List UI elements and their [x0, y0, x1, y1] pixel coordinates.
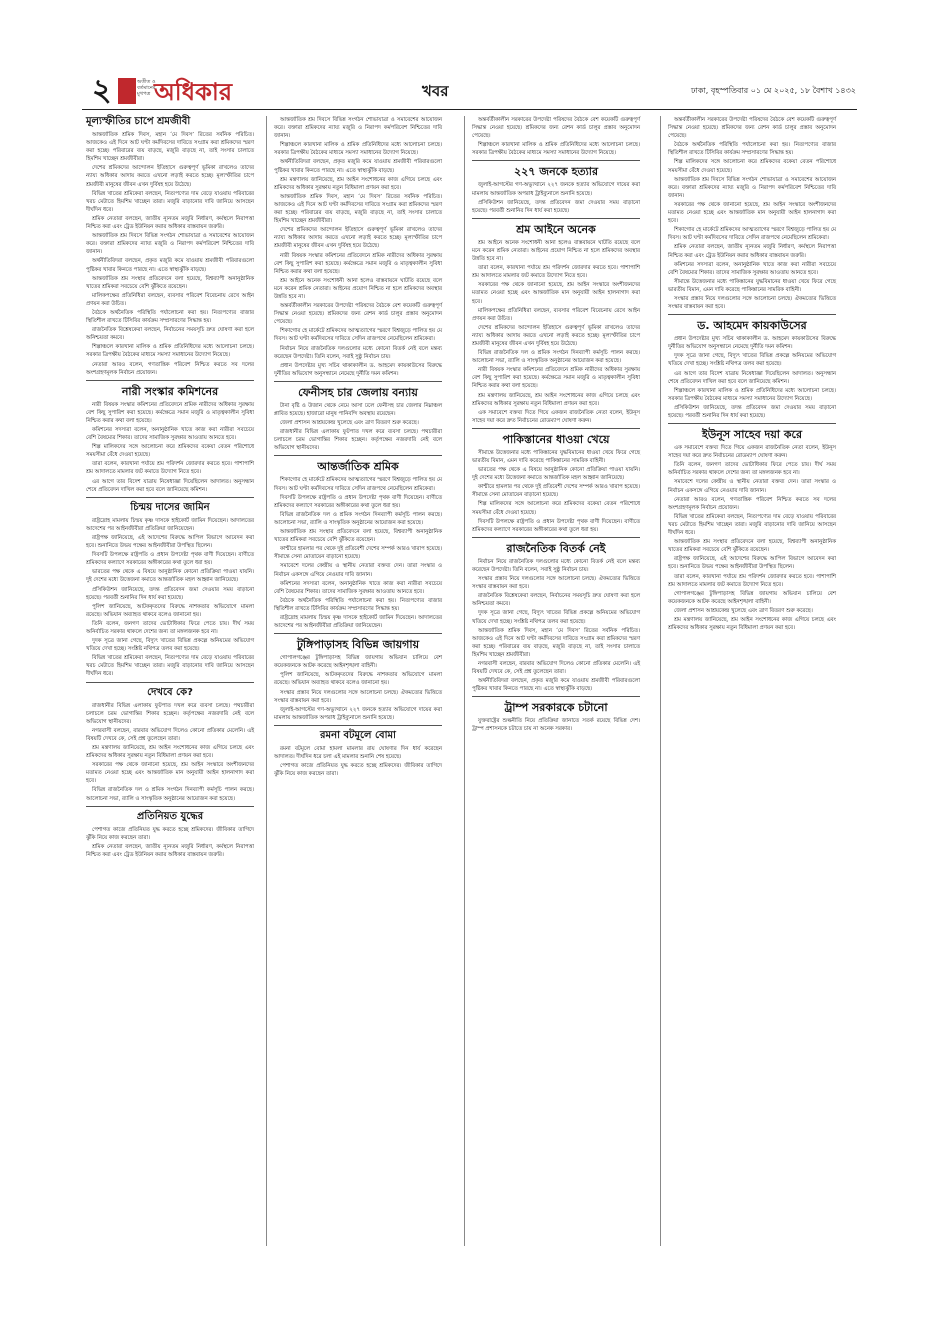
paragraph: শিল্প মালিকদের সঙ্গে আলোচনা করে শ্রমিকদের বকেয়া বেতন পরিশোধে সময়সীমা বেঁধে দেওয়া হয়েছে।: [86, 444, 254, 459]
paragraph: পেশাগত কাজে প্রতিনিয়ত যুদ্ধ করতে হচ্ছে শ্রমিকদের। জীবিকার তাগিদে ঝুঁকি নিয়ে কাজ করছেন তারা।: [86, 826, 254, 841]
paragraph: কমিশনের সদস্যরা বলেন, অনানুষ্ঠানিক খাতে কাজ করা নারীরা সবচেয়ে বেশি বৈষম্যের শিকার। তাদের সামাজিক সুরক্ষার আওতায় আনতে হবে।: [668, 261, 836, 276]
paragraph: ভারতের পক্ষ থেকে এ বিষয়ে আনুষ্ঠানিক কোনো প্রতিক্রিয়া পাওয়া যায়নি। দুই দেশের মধ্যে উত্তেজনা কমাতে আন্তর্জাতিক মহল আহ্বান জানিয়েছে।: [86, 569, 254, 584]
paragraph: নগরবাসী বলছেন, বারবার অভিযোগ দিলেও কোনো প্রতিকার মেলেনি। এই বিষয়টি দেখবে কে, সেই প্রশ্ন তুলেছেন তারা।: [86, 727, 254, 742]
paragraph: সংস্কার প্রস্তাব নিয়ে দলগুলোর সঙ্গে আলোচনা চলছে। ঐকমত্যের ভিত্তিতে সংস্কার বাস্তবায়ন করা হবে।: [472, 576, 640, 591]
paragraph: শিকাগোর হে মার্কেটে শ্রমিকদের আত্মত্যাগের স্মরণে বিশ্বজুড়ে পালিত হয় মে দিবস। আট ঘণ্টা কর্মদিবসের দাবিতে সেদিন রাজপথে নেমেছিলেন শ্রমিকেরা।: [668, 227, 836, 242]
paragraph: আন্তর্জাতিক শ্রম সংস্থার প্রতিবেদনে বলা হয়েছে, বিশ্বব্যাপী অনানুষ্ঠানিক খাতের শ্রমিকরা সবচেয়ে বেশি ঝুঁকিতে রয়েছেন।: [86, 275, 254, 290]
article-divider: [472, 218, 640, 219]
headline-bail: চিন্ময় দাসের জামিন: [130, 501, 210, 513]
paragraph: কাশ্মীরে হামলার পর থেকে দুই প্রতিবেশী দেশের সম্পর্ক আরও খারাপ হয়েছে। সীমান্তে সেনা মোতায়েন বাড়ানো হয়েছে।: [472, 484, 640, 499]
paragraph: শ্রম আইনে অনেক সংশোধনী আনা হলেও বাস্তবায়নে ঘাটতি রয়েছে বলে মনে করেন শ্রমিক নেতারা। আইনের প্রয়োগ নিশ্চিত না হলে শ্রমিকদের অবস্থার উন্নতি হবে না।: [274, 277, 442, 300]
paragraph: শিল্প মালিকদের সঙ্গে আলোচনা করে শ্রমিকদের বকেয়া বেতন পরিশোধে সময়সীমা বেঁধে দেওয়া হয়েছে।: [472, 501, 640, 516]
paragraph: প্রসিকিউশন জানিয়েছে, তদন্ত প্রতিবেদন জমা দেওয়ার সময় বাড়ানো হয়েছে। পরবর্তী শুনানির দিন ধার্য করা হয়েছে।: [472, 199, 640, 214]
paragraph: শিল্পাঞ্চলে কারখানা মালিক ও শ্রমিক প্রতিনিধিদের মধ্যে আলোচনা চলছে। সরকার ত্রিপক্ষীয় বৈঠকের মাধ্যমে সমস্যা সমাধানের উদ্যোগ নিয়েছে।: [274, 142, 442, 157]
paragraph: পুলিশ জানিয়েছে, আটককৃতদের বিরুদ্ধে নাশকতার অভিযোগে মামলা রয়েছে। অভিযান অব্যাহত থাকবে বলেও জানানো হয়।: [274, 672, 442, 687]
paragraph: রাজনৈতিক বিশ্লেষকেরা বলছেন, নির্বাচনের সময়সূচি দ্রুত ঘোষণা করা হলে অনিশ্চয়তা কমবে।: [472, 593, 640, 608]
headline-pakistan: পাকিস্তানের ধাওয়া খেয়ে: [502, 432, 610, 446]
paragraph: দিবসটি উপলক্ষে রাষ্ট্রপতি ও প্রধান উপদেষ্টা পৃথক বাণী দিয়েছেন। বাণীতে শ্রমিকদের কল্যাণে সরকারের অঙ্গীকারের কথা তুলে ধরা হয়।: [472, 518, 640, 533]
paragraph: এক সমাবেশে বক্তব্য দিতে গিয়ে একজন রাজনৈতিক নেতা বলেন, ইউনূস সাহেব দয়া করে দ্রুত নির্বাচনের রোডম্যাপ ঘোষণা করুন।: [668, 445, 836, 460]
headline-fight: প্রতিনিয়ত যুদ্ধের: [136, 810, 204, 822]
paragraph: জুলাই-আগস্টের গণ-অভ্যুত্থানে ২২৭ জনকে হত্যার অভিযোগে দায়ের করা মামলায় আন্তর্জাতিক অপরাধ ট্রাইব্যুনালে শুনানি হয়েছে।: [274, 706, 442, 721]
logo-red-tag: [118, 78, 136, 104]
headline-politics: রাজনৈতিক বিতর্ক নেই: [506, 541, 606, 555]
paragraph: আন্তর্জাতিক শ্রমিক দিবস, মহান ‘মে দিবস’ রিতের সর্বনিক পরিচিত। আজকেও এই দিনে আট ঘণ্টা কর্মদিবসের দাবিতে সংগ্রাম করা শ্রমিকদের স্মরণ করা হচ্ছে। পরিবারের ব্যয় বাড়ছে, মজুরি বাড়ছে না, তাই সংসার চালাতে হিমশিম খাচ্ছেন শ্রমজীবীরা।: [274, 193, 442, 225]
article-divider: [86, 497, 254, 498]
article-divider: [472, 537, 640, 538]
paragraph: বিভিন্ন রাজনৈতিক দল ও শ্রমিক সংগঠন দিনব্যাপী কর্মসূচি পালন করছে। আলোচনা সভা, র‍্যালি ও সাংস্কৃতিক অনুষ্ঠানের আয়োজন করা হয়েছে।: [472, 350, 640, 365]
paragraph: দিবসটি উপলক্ষে রাষ্ট্রপতি ও প্রধান উপদেষ্টা পৃথক বাণী দিয়েছেন। বাণীতে শ্রমিকদের কল্যাণে সরকারের অঙ্গীকারের কথা তুলে ধরা হয়।: [274, 494, 442, 509]
logo-tagline: অতীত ও বর্তমানের মুখপত্র: [137, 79, 156, 97]
headline-tungipara: টুঙ্গিপাড়াসহ বিভিন্ন জায়গায়: [296, 638, 420, 652]
headline-flood: ফেনীসহ চার জেলায় বন্যায়: [298, 385, 418, 399]
column-divider: [464, 116, 465, 1246]
headline-yunus: ইউনূস সাহেব দয়া করে: [701, 428, 802, 442]
column-3: [472, 116, 640, 735]
paragraph: আন্তর্জাতিক শ্রম সংস্থার প্রতিবেদনে বলা হয়েছে, বিশ্বব্যাপী অনানুষ্ঠানিক খাতের শ্রমিকরা সবচেয়ে বেশি ঝুঁকিতে রয়েছেন।: [274, 529, 442, 544]
paragraph: সমাবেশে দলের কেন্দ্রীয় ও স্থানীয় নেতারা বক্তব্য দেন। তারা সংস্কার ও নির্বাচন একসঙ্গে এগিয়ে নেওয়ার দাবি জানান।: [274, 563, 442, 578]
paragraph: সংস্কার প্রস্তাব নিয়ে দলগুলোর সঙ্গে আলোচনা চলছে। ঐকমত্যের ভিত্তিতে সংস্কার বাস্তবায়ন করা হবে।: [668, 295, 836, 311]
paragraph: শিল্পাঞ্চলে কারখানা মালিক ও শ্রমিক প্রতিনিধিদের মধ্যে আলোচনা চলছে। সরকার ত্রিপক্ষীয় বৈঠকের মাধ্যমে সমস্যা সমাধানের উদ্যোগ নিয়েছে।: [472, 142, 640, 157]
paragraph: আন্তর্জাতিক শ্রম দিবসে বিভিন্ন সংগঠন শোভাযাত্রা ও সমাবেশের আয়োজন করে। বক্তারা শ্রমিকদের ন্যায্য মজুরি ও নিরাপদ কর্মপরিবেশ নিশ্চিতের দাবি জানান।: [86, 233, 254, 256]
article-divider: [86, 380, 254, 381]
paragraph: প্রসিকিউশন জানিয়েছে, তদন্ত প্রতিবেদন জমা দেওয়ার সময় বাড়ানো হয়েছে। পরবর্তী শুনানির দিন ধার্য করা হয়েছে।: [668, 404, 836, 419]
paragraph: পুলিশ জানিয়েছে, আটককৃতদের বিরুদ্ধে নাশকতার অভিযোগে মামলা রয়েছে। অভিযান অব্যাহত থাকবে বলেও জানানো হয়।: [86, 603, 254, 618]
paragraph: শিকাগোর হে মার্কেটে শ্রমিকদের আত্মত্যাগের স্মরণে বিশ্বজুড়ে পালিত হয় মে দিবস। আট ঘণ্টা কর্মদিবসের দাবিতে সেদিন রাজপথে নেমেছিলেন শ্রমিকেরা।: [274, 328, 442, 343]
paragraph: বৈঠকে অর্থনৈতিক পরিস্থিতি পর্যালোচনা করা হয়। নিত্যপণ্যের বাজার স্থিতিশীল রাখতে টিসিবির কার্যক্রম সম্প্রসারণের সিদ্ধান্ত হয়।: [86, 309, 254, 325]
article-divider: [86, 682, 254, 683]
paragraph: শ্রম মন্ত্রণালয় জানিয়েছে, শ্রম আইন সংশোধনের কাজ এগিয়ে চলছে এবং শ্রমিকদের অধিকার সুরক্ষায় নতুন বিধিমালা প্রণয়ন করা হবে।: [274, 176, 442, 191]
paragraph: টানা বৃষ্টি ও উজান থেকে নেমে আসা ঢলে ফেনীসহ চার জেলার নিম্নাঞ্চল প্লাবিত হয়েছে। হাজারো মানুষ পানিবন্দি অবস্থায় রয়েছেন।: [274, 402, 442, 417]
paragraph: দুদক সূত্রে জানা গেছে, বিদ্যুৎ খাতের বিভিন্ন প্রকল্পে অনিয়মের অভিযোগ খতিয়ে দেখা হচ্ছে। সংশ্লিষ্ট নথিপত্র তলব করা হয়েছে।: [668, 353, 836, 368]
article-divider: [472, 428, 640, 429]
paragraph: সীমান্তে উত্তেজনার মধ্যে পাকিস্তানের যুদ্ধবিমানের ধাওয়া খেয়ে ফিরে গেছে ভারতীয় বিমান, এমন দাবি করেছে পাকিস্তানের সামরিক বাহিনী।: [668, 278, 836, 293]
paragraph: এর আগে তার বিদেশ যাত্রায় নিষেধাজ্ঞা দিয়েছিলেন আদালত। অনুসন্ধান শেষে প্রতিবেদন দাখিল করা হবে বলে জানিয়েছে কমিশন।: [668, 370, 836, 385]
paragraph: তারা বলেন, কারখানা পর্যায়ে শ্রম পরিদর্শন জোরদার করতে হবে। পাশাপাশি শ্রম আদালতে মামলার জট কমাতে উদ্যোগ নিতে হবে।: [472, 265, 640, 280]
column-divider: [660, 116, 661, 1246]
paragraph: বৈঠকে অর্থনৈতিক পরিস্থিতি পর্যালোচনা করা হয়। নিত্যপণ্যের বাজার স্থিতিশীল রাখতে টিসিবির কার্যক্রম সম্প্রসারণের সিদ্ধান্ত হয়।: [668, 142, 836, 157]
headline-intl: আন্তর্জাতিক শ্রমিক: [317, 460, 399, 474]
article-divider: [274, 633, 442, 634]
paragraph: বিভিন্ন খাতের শ্রমিকেরা বলছেন, নিত্যপণ্যের দাম বেড়ে যাওয়ায় পরিবারের খরচ মেটাতে হিমশিম খাচ্ছেন তারা। মজুরি বাড়ানোর দাবি জানিয়ে আসছেন দীর্ঘদিন ধরে।: [86, 655, 254, 678]
paragraph: তিনি বলেন, জনগণ তাদের ভোটাধিকার ফিরে পেতে চায়। দীর্ঘ সময় অনির্বাচিত সরকার থাকলে দেশের জন্য তা মঙ্গলজনক হবে না।: [86, 620, 254, 635]
masthead-divider: [82, 109, 857, 110]
paragraph: শিল্পাঞ্চলে কারখানা মালিক ও শ্রমিক প্রতিনিধিদের মধ্যে আলোচনা চলছে। সরকার ত্রিপক্ষীয় বৈঠকের মাধ্যমে সমস্যা সমাধানের উদ্যোগ নিয়েছে।: [668, 387, 836, 402]
paragraph: নারী বিষয়ক সংস্কার কমিশনের প্রতিবেদনে শ্রমিক নারীদের অধিকার সুরক্ষায় বেশ কিছু সুপারিশ করা হয়েছে। কর্মক্ষেত্রে সমান মজুরি ও মাতৃত্বকালীন সুবিধা নিশ্চিত করার কথা বলা হয়েছে।: [86, 401, 254, 424]
paragraph: রাজনৈতিক বিশ্লেষকেরা বলছেন, নির্বাচনের সময়সূচি দ্রুত ঘোষণা করা হলে অনিশ্চয়তা কমবে।: [86, 327, 254, 342]
column-2: [274, 116, 442, 779]
headline-reform: নারী সংস্কার কমিশনের: [121, 384, 219, 398]
paragraph: শিকাগোর হে মার্কেটে শ্রমিকদের আত্মত্যাগের স্মরণে বিশ্বজুড়ে পালিত হয় মে দিবস। আট ঘণ্টা কর্মদিবসের দাবিতে সেদিন রাজপথে নেমেছিলেন শ্রমিকেরা।: [274, 477, 442, 492]
logo-wordmark: অধিকার: [154, 78, 233, 106]
page-number: ২: [92, 73, 112, 108]
headline-whosee: দেখবে কে?: [147, 686, 193, 698]
article-divider: [472, 160, 640, 161]
paragraph: দিবসটি উপলক্ষে রাষ্ট্রপতি ও প্রধান উপদেষ্টা পৃথক বাণী দিয়েছেন। বাণীতে শ্রমিকদের কল্যাণে সরকারের অঙ্গীকারের কথা তুলে ধরা হয়।: [86, 552, 254, 567]
paragraph: কমিশনের সদস্যরা বলেন, অনানুষ্ঠানিক খাতে কাজ করা নারীরা সবচেয়ে বেশি বৈষম্যের শিকার। তাদের সামাজিক সুরক্ষার আওতায় আনতে হবে।: [86, 427, 254, 442]
paragraph: অর্থনীতিবিদরা বলছেন, প্রকৃত মজুরি কমে যাওয়ায় শ্রমজীবী পরিবারগুলো পুষ্টিকর খাবার কিনতে পারছে না। এতে স্বাস্থ্যঝুঁকি বাড়ছে।: [86, 258, 254, 273]
column-4: [668, 116, 836, 633]
paragraph: শ্রম মন্ত্রণালয় জানিয়েছে, শ্রম আইন সংশোধনের কাজ এগিয়ে চলছে এবং শ্রমিকদের অধিকার সুরক্ষায় নতুন বিধিমালা প্রণয়ন করা হবে।: [668, 616, 836, 632]
column-divider: [266, 116, 267, 1246]
paragraph: জেলা প্রশাসন আশ্রয়কেন্দ্র খুলেছে এবং ত্রাণ বিতরণ শুরু করেছে।: [674, 607, 813, 614]
paragraph: নগরবাসী বলছেন, বারবার অভিযোগ দিলেও কোনো প্রতিকার মেলেনি। এই বিষয়টি দেখবে কে, সেই প্রশ্ন তুলেছেন তারা।: [472, 660, 640, 676]
paragraph: অন্তর্বর্তীকালীন সরকারের উপদেষ্টা পরিষদের বৈঠকে বেশ কয়েকটি গুরুত্বপূর্ণ সিদ্ধান্ত নেওয়া হয়েছে। শ্রমিকদের জন্য রেশন কার্ড চালুর প্রস্তাব অনুমোদন পেয়েছে।: [274, 303, 442, 326]
article-divider: [274, 455, 442, 456]
article-divider: [668, 423, 836, 424]
paragraph: নির্বাচন নিয়ে রাজনৈতিক দলগুলোর মধ্যে কোনো বিতর্ক নেই বলে মন্তব্য করেছেন উপদেষ্টা। তিনি বলেন, সবাই সুষ্ঠু নির্বাচন চায়।: [472, 558, 640, 573]
paragraph: শ্রম মন্ত্রণালয় জানিয়েছে, শ্রম আইন সংশোধনের কাজ এগিয়ে চলছে এবং শ্রমিকদের অধিকার সুরক্ষায় নতুন বিধিমালা প্রণয়ন করা হবে।: [472, 392, 640, 407]
paragraph: মালিকপক্ষের প্রতিনিধিরা বলছেন, ব্যবসার পরিবেশ বিবেচনায় রেখে আইন প্রণয়ন করা উচিত।: [472, 307, 640, 322]
headline-lawact: শ্রম আইনে অনেক: [516, 222, 596, 236]
paragraph: বিভিন্ন রাজনৈতিক দল ও শ্রমিক সংগঠন দিনব্যাপী কর্মসূচি পালন করছে। আলোচনা সভা, র‍্যালি ও সাংস্কৃতিক অনুষ্ঠানের আয়োজন করা হয়েছে।: [274, 511, 442, 526]
headline-labor: মূল্যস্ফীতির চাপে শ্রমজীবী: [86, 116, 191, 127]
paragraph: প্রসিকিউশন জানিয়েছে, তদন্ত প্রতিবেদন জমা দেওয়ার সময় বাড়ানো হয়েছে। পরবর্তী শুনানির দিন ধার্য করা হয়েছে।: [86, 586, 254, 601]
paragraph: এর আগে তার বিদেশ যাত্রায় নিষেধাজ্ঞা দিয়েছিলেন আদালত। অনুসন্ধান শেষে প্রতিবেদন দাখিল করা হবে বলে জানিয়েছে কমিশন।: [86, 478, 254, 493]
paragraph: নারী বিষয়ক সংস্কার কমিশনের প্রতিবেদনে শ্রমিক নারীদের অধিকার সুরক্ষায় বেশ কিছু সুপারিশ করা হয়েছে। কর্মক্ষেত্রে সমান মজুরি ও মাতৃত্বকালীন সুবিধা নিশ্চিত করার কথা বলা হয়েছে।: [274, 252, 442, 275]
paragraph: পেশাগত কাজে প্রতিনিয়ত যুদ্ধ করতে হচ্ছে শ্রমিকদের। জীবিকার তাগিদে ঝুঁকি নিয়ে কাজ করছেন তারা।: [274, 763, 442, 778]
article-divider: [668, 314, 836, 315]
paragraph: দেশের শ্রমিকদের আন্দোলন ইতিহাসে গুরুত্বপূর্ণ ভূমিকা রাখলেও তাদের ন্যায্য অধিকার আদায় করতে এখনো লড়াই করতে হচ্ছে। মূল্যস্ফীতির চাপে শ্রমজীবী মানুষের জীবন এখন দুর্বিষহ হয়ে উঠেছে।: [86, 165, 254, 188]
paragraph: দেশের শ্রমিকদের আন্দোলন ইতিহাসে গুরুত্বপূর্ণ ভূমিকা রাখলেও তাদের ন্যায্য অধিকার আদায় করতে এখনো লড়াই করতে হচ্ছে। মূল্যস্ফীতির চাপে শ্রমজীবী মানুষের জীবন এখন দুর্বিষহ হয়ে উঠেছে।: [274, 227, 442, 250]
paragraph: শিল্পাঞ্চলে কারখানা মালিক ও শ্রমিক প্রতিনিধিদের মধ্যে আলোচনা চলছে। সরকার ত্রিপক্ষীয় বৈঠকের মাধ্যমে সমস্যা সমাধানের উদ্যোগ নিয়েছে।: [86, 344, 254, 359]
paragraph: বিভিন্ন খাতের শ্রমিকেরা বলছেন, নিত্যপণ্যের দাম বেড়ে যাওয়ায় পরিবারের খরচ মেটাতে হিমশিম খাচ্ছেন তারা। মজুরি বাড়ানোর দাবি জানিয়ে আসছেন দীর্ঘদিন ধরে।: [668, 513, 836, 537]
paragraph: শ্রম আইনে অনেক সংশোধনী আনা হলেও বাস্তবায়নে ঘাটতি রয়েছে বলে মনে করেন শ্রমিক নেতারা। আইনের প্রয়োগ নিশ্চিত না হলে শ্রমিকদের অবস্থার উন্নতি হবে না।: [472, 239, 640, 263]
paragraph: কাশ্মীরে হামলার পর থেকে দুই প্রতিবেশী দেশের সম্পর্ক আরও খারাপ হয়েছে। সীমান্তে সেনা মোতায়েন বাড়ানো হয়েছে।: [274, 546, 442, 561]
paragraph: সরকারের পক্ষ থেকে জানানো হয়েছে, শ্রম আইন সংস্কারে অংশীজনদের মতামত নেওয়া হচ্ছে এবং আন্তর্জাতিক মান অনুযায়ী আইন হালনাগাদ করা হবে।: [86, 762, 254, 785]
newspaper-logo: [118, 76, 233, 106]
paragraph: শ্রমিক নেতারা বলছেন, জাতীয় ন্যূনতম মজুরি নির্ধারণ, কর্মস্থলে নিরাপত্তা নিশ্চিত করা এবং ট্রেড ইউনিয়ন করার অধিকার বাস্তবায়ন জরুরি।: [86, 843, 254, 858]
paragraph: দেশের শ্রমিকদের আন্দোলন ইতিহাসে গুরুত্বপূর্ণ ভূমিকা রাখলেও তাদের ন্যায্য অধিকার আদায় করতে এখনো লড়াই করতে হচ্ছে। মূল্যস্ফীতির চাপে শ্রমজীবী মানুষের জীবন এখন দুর্বিষহ হয়ে উঠেছে।: [472, 324, 640, 347]
paragraph: জেলা প্রশাসন আশ্রয়কেন্দ্র খুলেছে এবং ত্রাণ বিতরণ শুরু করেছে।: [280, 420, 419, 427]
paragraph: রাজধানীর বিভিন্ন এলাকায় ফুটপাত দখল করে ব্যবসা চলছে। পথচারীরা চলাচলে চরম ভোগান্তির শিকার হচ্ছেন। কর্তৃপক্ষের নজরদারি নেই বলে অভিযোগ স্থানীয়দের।: [274, 429, 442, 452]
paragraph: নেতারা আরও বলেন, গণতান্ত্রিক পরিবেশ নিশ্চিত করতে সব দলের অংশগ্রহণমূলক নির্বাচন প্রয়োজন।: [86, 361, 254, 376]
paragraph: রাষ্ট্রদ্রোহ মামলায় চিন্ময় কৃষ্ণ দাসকে হাইকোর্ট জামিন দিয়েছেন। আদালতের আদেশের পর আইনজীবীরা প্রতিক্রিয়া জানিয়েছেন।: [86, 517, 254, 532]
paragraph: গোপালগঞ্জের টুঙ্গিপাড়াসহ বিভিন্ন জায়গায় অভিযান চালিয়ে বেশ কয়েকজনকে আটক করেছে আইনশৃঙ্খলা বাহিনী।: [274, 655, 442, 670]
paragraph: শ্রম মন্ত্রণালয় জানিয়েছে, শ্রম আইন সংশোধনের কাজ এগিয়ে চলছে এবং শ্রমিকদের অধিকার সুরক্ষায় নতুন বিধিমালা প্রণয়ন করা হবে।: [86, 745, 254, 760]
paragraph: সমাবেশে দলের কেন্দ্রীয় ও স্থানীয় নেতারা বক্তব্য দেন। তারা সংস্কার ও নির্বাচন একসঙ্গে এগিয়ে নেওয়ার দাবি জানান।: [668, 479, 836, 494]
paragraph: বৈঠকে অর্থনৈতিক পরিস্থিতি পর্যালোচনা করা হয়। নিত্যপণ্যের বাজার স্থিতিশীল রাখতে টিসিবির কার্যক্রম সম্প্রসারণের সিদ্ধান্ত হয়।: [274, 597, 442, 612]
paragraph: এক সমাবেশে বক্তব্য দিতে গিয়ে একজন রাজনৈতিক নেতা বলেন, ইউনূস সাহেব দয়া করে দ্রুত নির্বাচনের রোডম্যাপ ঘোষণা করুন।: [472, 409, 640, 424]
headline-killing: ২২৭ জনকে হত্যার: [513, 165, 599, 179]
paragraph: সীমান্তে উত্তেজনার মধ্যে পাকিস্তানের যুদ্ধবিমানের ধাওয়া খেয়ে ফিরে গেছে ভারতীয় বিমান, এমন দাবি করেছে পাকিস্তানের সামরিক বাহিনী।: [472, 449, 640, 464]
article-divider: [274, 725, 442, 726]
paragraph: নির্বাচন নিয়ে রাজনৈতিক দলগুলোর মধ্যে কোনো বিতর্ক নেই বলে মন্তব্য করেছেন উপদেষ্টা। তিনি বলেন, সবাই সুষ্ঠু নির্বাচন চায়।: [274, 345, 442, 360]
paragraph: প্রধান উপদেষ্টার মুখ্য সচিব থাকাকালীন ড. আহমেদ কায়কাউসের বিরুদ্ধে দুর্নীতির অভিযোগ অনুসন্ধানে নেমেছে দুর্নীতি দমন কমিশন।: [668, 336, 836, 351]
article-divider: [472, 696, 640, 697]
paragraph: সরকারের পক্ষ থেকে জানানো হয়েছে, শ্রম আইন সংস্কারে অংশীজনদের মতামত নেওয়া হচ্ছে এবং আন্তর্জাতিক মান অনুযায়ী আইন হালনাগাদ করা হবে।: [668, 201, 836, 225]
paragraph: দুদক সূত্রে জানা গেছে, বিদ্যুৎ খাতের বিভিন্ন প্রকল্পে অনিয়মের অভিযোগ খতিয়ে দেখা হচ্ছে। সংশ্লিষ্ট নথিপত্র তলব করা হয়েছে।: [86, 638, 254, 653]
paragraph: অন্তর্বর্তীকালীন সরকারের উপদেষ্টা পরিষদের বৈঠকে বেশ কয়েকটি গুরুত্বপূর্ণ সিদ্ধান্ত নেওয়া হয়েছে। শ্রমিকদের জন্য রেশন কার্ড চালুর প্রস্তাব অনুমোদন পেয়েছে।: [668, 117, 836, 140]
paragraph: ভারতের পক্ষ থেকে এ বিষয়ে আনুষ্ঠানিক কোনো প্রতিক্রিয়া পাওয়া যায়নি। দুই দেশের মধ্যে উত্তেজনা কমাতে আন্তর্জাতিক মহল আহ্বান জানিয়েছে।: [472, 467, 640, 482]
paragraph: অর্থনীতিবিদরা বলছেন, প্রকৃত মজুরি কমে যাওয়ায় শ্রমজীবী পরিবারগুলো পুষ্টিকর খাবার কিনতে পারছে না। এতে স্বাস্থ্যঝুঁকি বাড়ছে।: [274, 159, 442, 174]
paragraph: আন্তর্জাতিক শ্রম দিবসে বিভিন্ন সংগঠন শোভাযাত্রা ও সমাবেশের আয়োজন করে। বক্তারা শ্রমিকদের ন্যায্য মজুরি ও নিরাপদ কর্মপরিবেশ নিশ্চিতের দাবি জানান।: [274, 117, 442, 140]
paragraph: বিভিন্ন খাতের শ্রমিকেরা বলছেন, নিত্যপণ্যের দাম বেড়ে যাওয়ায় পরিবারের খরচ মেটাতে হিমশিম খাচ্ছেন তারা। মজুরি বাড়ানোর দাবি জানিয়ে আসছেন দীর্ঘদিন ধরে।: [86, 190, 254, 213]
paragraph: শ্রমিক নেতারা বলছেন, জাতীয় ন্যূনতম মজুরি নির্ধারণ, কর্মস্থলে নিরাপত্তা নিশ্চিত করা এবং ট্রেড ইউনিয়ন করার অধিকার বাস্তবায়ন জরুরি।: [668, 244, 836, 259]
paragraph: অন্তর্বর্তীকালীন সরকারের উপদেষ্টা পরিষদের বৈঠকে বেশ কয়েকটি গুরুত্বপূর্ণ সিদ্ধান্ত নেওয়া হয়েছে। শ্রমিকদের জন্য রেশন কার্ড চালুর প্রস্তাব অনুমোদন পেয়েছে।: [472, 117, 640, 140]
paragraph: শ্রমিক নেতারা বলছেন, জাতীয় ন্যূনতম মজুরি নির্ধারণ, কর্মস্থলে নিরাপত্তা নিশ্চিত করা এবং ট্রেড ইউনিয়ন করার অধিকার বাস্তবায়ন জরুরি।: [86, 215, 254, 231]
paragraph: নেতারা আরও বলেন, গণতান্ত্রিক পরিবেশ নিশ্চিত করতে সব দলের অংশগ্রহণমূলক নির্বাচন প্রয়োজন।: [668, 496, 836, 511]
paragraph: রাষ্ট্রপক্ষ জানিয়েছে, এই আদেশের বিরুদ্ধে আপিল বিভাগে আবেদন করা হবে। শুনানিতে উভয় পক্ষের আইনজীবীরা উপস্থিত ছিলেন।: [668, 556, 836, 571]
paragraph: রাজধানীর বিভিন্ন এলাকায় ফুটপাত দখল করে ব্যবসা চলছে। পথচারীরা চলাচলে চরম ভোগান্তির শিকার হচ্ছেন। কর্তৃপক্ষের নজরদারি নেই বলে অভিযোগ স্থানীয়দের।: [86, 702, 254, 725]
paragraph: যুক্তরাষ্ট্রের শুল্কনীতি নিয়ে প্রতিক্রিয়া জানাতে সতর্ক রয়েছে বিভিন্ন দেশ। ট্রাম্প প্রশাসনকে চটাতে চায় না অনেক সরকার।: [472, 718, 640, 733]
paragraph: শিল্প মালিকদের সঙ্গে আলোচনা করে শ্রমিকদের বকেয়া বেতন পরিশোধে সময়সীমা বেঁধে দেওয়া হয়েছে।: [668, 159, 836, 174]
paragraph: আন্তর্জাতিক শ্রমিক দিবস, মহান ‘মে দিবস’ রিতের সর্বনিক পরিচিত। আজকেও এই দিনে আট ঘণ্টা কর্মদিবসের দাবিতে সংগ্রাম করা শ্রমিকদের স্মরণ করা হচ্ছে। পরিবারের ব্যয় বাড়ছে, মজুরি বাড়ছে না, তাই সংসার চালাতে হিমশিম খাচ্ছেন শ্রমজীবীরা।: [472, 627, 640, 658]
column-1: [86, 116, 254, 860]
paragraph: আন্তর্জাতিক শ্রম সংস্থার প্রতিবেদনে বলা হয়েছে, বিশ্বব্যাপী অনানুষ্ঠানিক খাতের শ্রমিকরা সবচেয়ে বেশি ঝুঁকিতে রয়েছেন।: [668, 539, 836, 554]
paragraph: সংস্কার প্রস্তাব নিয়ে দলগুলোর সঙ্গে আলোচনা চলছে। ঐকমত্যের ভিত্তিতে সংস্কার বাস্তবায়ন করা হবে।: [274, 689, 442, 704]
paragraph: আন্তর্জাতিক শ্রম দিবসে বিভিন্ন সংগঠন শোভাযাত্রা ও সমাবেশের আয়োজন করে। বক্তারা শ্রমিকদের ন্যায্য মজুরি ও নিরাপদ কর্মপরিবেশ নিশ্চিতের দাবি জানান।: [668, 176, 836, 199]
section-title: খবর: [422, 82, 449, 100]
paragraph: তারা বলেন, কারখানা পর্যায়ে শ্রম পরিদর্শন জোরদার করতে হবে। পাশাপাশি শ্রম আদালতে মামলার জট কমাতে উদ্যোগ নিতে হবে।: [86, 461, 254, 476]
headline-ramna: রমনা বটমূলে বোমা: [320, 729, 396, 741]
paragraph: সরকারের পক্ষ থেকে জানানো হয়েছে, শ্রম আইন সংস্কারে অংশীজনদের মতামত নেওয়া হচ্ছে এবং আন্তর্জাতিক মান অনুযায়ী আইন হালনাগাদ করা হবে।: [472, 282, 640, 305]
paragraph: আন্তর্জাতিক শ্রমিক দিবস, মহান ‘মে দিবস’ রিতের সর্বনিক পরিচিত। আজকেও এই দিনে আট ঘণ্টা কর্মদিবসের দাবিতে সংগ্রাম করা শ্রমিকদের স্মরণ করা হচ্ছে। পরিবারের ব্যয় বাড়ছে, মজুরি বাড়ছে না, তাই সংসার চালাতে হিমশিম খাচ্ছেন শ্রমজীবীরা।: [86, 132, 254, 163]
date-line: ঢাকা, বৃহস্পতিবার ০১ মে ২০২৫, ১৮ বৈশাখ ১৪৩২: [691, 86, 856, 95]
paragraph: রাষ্ট্রপক্ষ জানিয়েছে, এই আদেশের বিরুদ্ধে আপিল বিভাগে আবেদন করা হবে। শুনানিতে উভয় পক্ষের আইনজীবীরা উপস্থিত ছিলেন।: [86, 534, 254, 550]
article-divider: [86, 806, 254, 807]
paragraph: অর্থনীতিবিদরা বলছেন, প্রকৃত মজুরি কমে যাওয়ায় শ্রমজীবী পরিবারগুলো পুষ্টিকর খাবার কিনতে পারছে না। এতে স্বাস্থ্যঝুঁকি বাড়ছে।: [472, 678, 640, 693]
paragraph: রাষ্ট্রদ্রোহ মামলায় চিন্ময় কৃষ্ণ দাসকে হাইকোর্ট জামিন দিয়েছেন। আদালতের আদেশের পর আইনজীবীরা প্রতিক্রিয়া জানিয়েছেন।: [274, 614, 442, 630]
paragraph: গোপালগঞ্জের টুঙ্গিপাড়াসহ বিভিন্ন জায়গায় অভিযান চালিয়ে বেশ কয়েকজনকে আটক করেছে আইনশৃঙ্খলা বাহিনী।: [668, 590, 836, 605]
paragraph: দুদক সূত্রে জানা গেছে, বিদ্যুৎ খাতের বিভিন্ন প্রকল্পে অনিয়মের অভিযোগ খতিয়ে দেখা হচ্ছে। সংশ্লিষ্ট নথিপত্র তলব করা হয়েছে।: [472, 610, 640, 625]
headline-caiqobad: ড. আহমেদ কায়কাউসের: [697, 319, 807, 333]
article-divider: [274, 381, 442, 382]
paragraph: জুলাই-আগস্টের গণ-অভ্যুত্থানে ২২৭ জনকে হত্যার অভিযোগে দায়ের করা মামলায় আন্তর্জাতিক অপরাধ ট্রাইব্যুনালে শুনানি হয়েছে।: [472, 182, 640, 197]
paragraph: তিনি বলেন, জনগণ তাদের ভোটাধিকার ফিরে পেতে চায়। দীর্ঘ সময় অনির্বাচিত সরকার থাকলে দেশের জন্য তা মঙ্গলজনক হবে না।: [668, 462, 836, 477]
paragraph: তারা বলেন, কারখানা পর্যায়ে শ্রম পরিদর্শন জোরদার করতে হবে। পাশাপাশি শ্রম আদালতে মামলার জট কমাতে উদ্যোগ নিতে হবে।: [668, 573, 836, 588]
paragraph: কমিশনের সদস্যরা বলেন, অনানুষ্ঠানিক খাতে কাজ করা নারীরা সবচেয়ে বেশি বৈষম্যের শিকার। তাদের সামাজিক সুরক্ষার আওতায় আনতে হবে।: [274, 580, 442, 595]
paragraph: প্রধান উপদেষ্টার মুখ্য সচিব থাকাকালীন ড. আহমেদ কায়কাউসের বিরুদ্ধে দুর্নীতির অভিযোগ অনুসন্ধানে নেমেছে দুর্নীতি দমন কমিশন।: [274, 362, 442, 377]
headline-trump: ট্রাম্প সরকারকে চটানো: [504, 701, 608, 715]
paragraph: রমনা বটমূলে বোমা হামলা মামলার রায় ঘোষণার দিন ধার্য করেছেন আদালত। দীর্ঘদিন ধরে চলা এই মামলার শুনানি শেষ হয়েছে।: [274, 745, 442, 760]
paragraph: মালিকপক্ষের প্রতিনিধিরা বলছেন, ব্যবসার পরিবেশ বিবেচনায় রেখে আইন প্রণয়ন করা উচিত।: [86, 292, 254, 307]
paragraph: নারী বিষয়ক সংস্কার কমিশনের প্রতিবেদনে শ্রমিক নারীদের অধিকার সুরক্ষায় বেশ কিছু সুপারিশ করা হয়েছে। কর্মক্ষেত্রে সমান মজুরি ও মাতৃত্বকালীন সুবিধা নিশ্চিত করার কথা বলা হয়েছে।: [472, 367, 640, 390]
paragraph: বিভিন্ন রাজনৈতিক দল ও শ্রমিক সংগঠন দিনব্যাপী কর্মসূচি পালন করছে। আলোচনা সভা, র‍্যালি ও সাংস্কৃতিক অনুষ্ঠানের আয়োজন করা হয়েছে।: [86, 787, 254, 802]
masthead: [82, 74, 862, 108]
